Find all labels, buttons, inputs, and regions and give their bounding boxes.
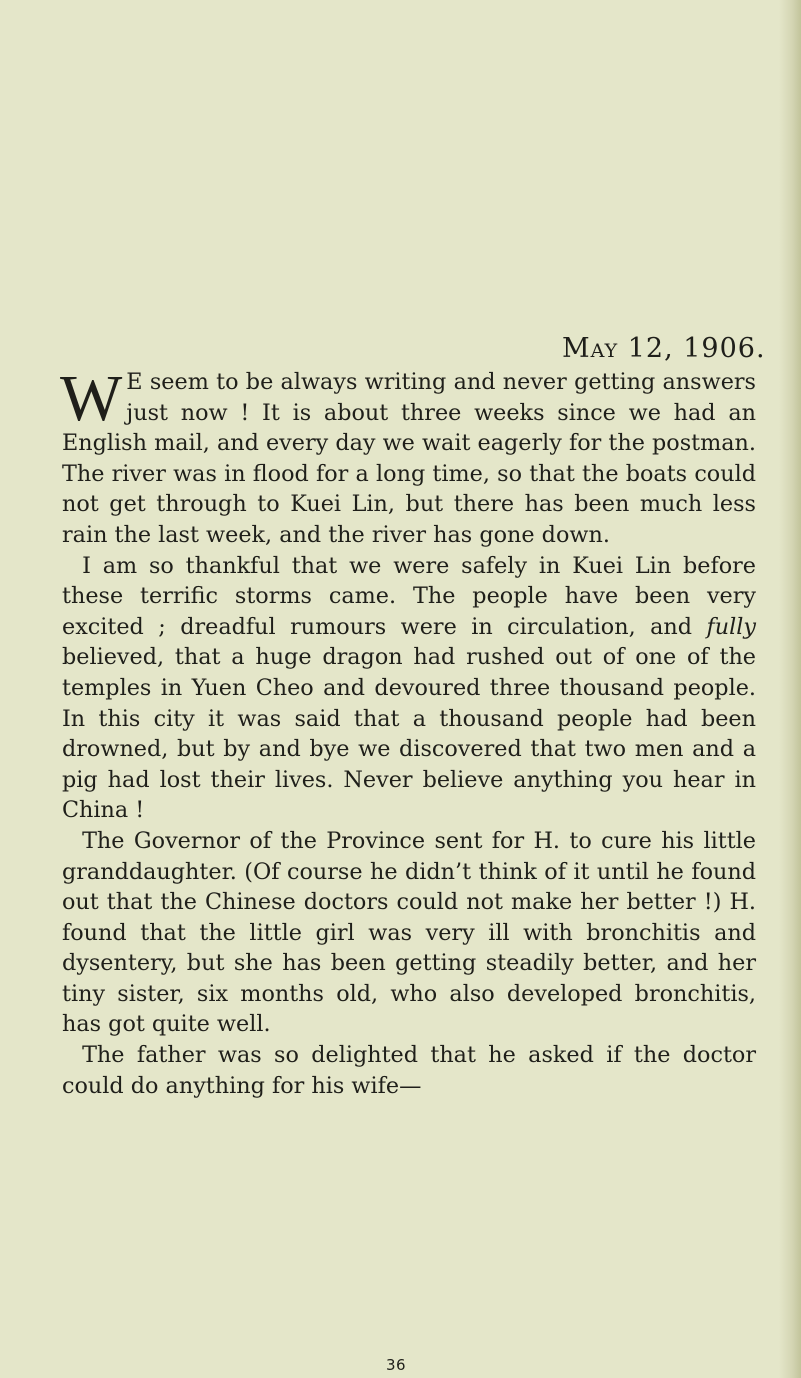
letter-body <box>60 362 756 1101</box>
emphasis-fully: fully <box>706 613 756 640</box>
paragraph-2-text-a: I am so thankful that we were safely in Kuei Lin before these terrific storms came. The people have been very excited ; dreadful rumours were in circulation, and <box>62 552 756 640</box>
paragraph-1 <box>60 362 756 551</box>
page-number: 36 <box>386 1356 407 1374</box>
paragraph-1-text: E seem to be always writing and never getting answers just now ! It is about three weeks since we had an English mail, and every day we wait eagerly for the postman. The river was in flood for a long time, so that the boats could not get through to Kuei Lin, but there has been much less rain the last week, and the river has gone down. <box>62 369 756 548</box>
paragraph-2-text-b: believed, that a huge dragon had rushed out of one of the temples in Yuen Cheo and devoured three thousand people. In this city it was said that a thousand people had been drowned, but by and bye we discovered that two men and a pig had lost their lives. Never believe anything you hear in China ! <box>62 644 756 824</box>
paragraph-2 <box>62 551 756 826</box>
page-edge-shadow <box>779 0 801 1378</box>
drop-cap: W <box>60 362 123 435</box>
paragraph-3: The Governor of the Province sent for H. to cure his little granddaughter. (Of course he didn’t think of it until he found out that the Chinese doctors could not make her better !) H. found that the little girl was very ill with bronchitis and dysentery, but she has been getting steadily better, and her tiny sister, six months old, who also developed bronchitis, has got quite well. <box>62 827 756 1038</box>
paragraph-4: The father was so delighted that he asked if the doctor could do anything for his wife— <box>62 1042 756 1099</box>
letter-date-heading: May 12, 1906. <box>562 333 766 364</box>
